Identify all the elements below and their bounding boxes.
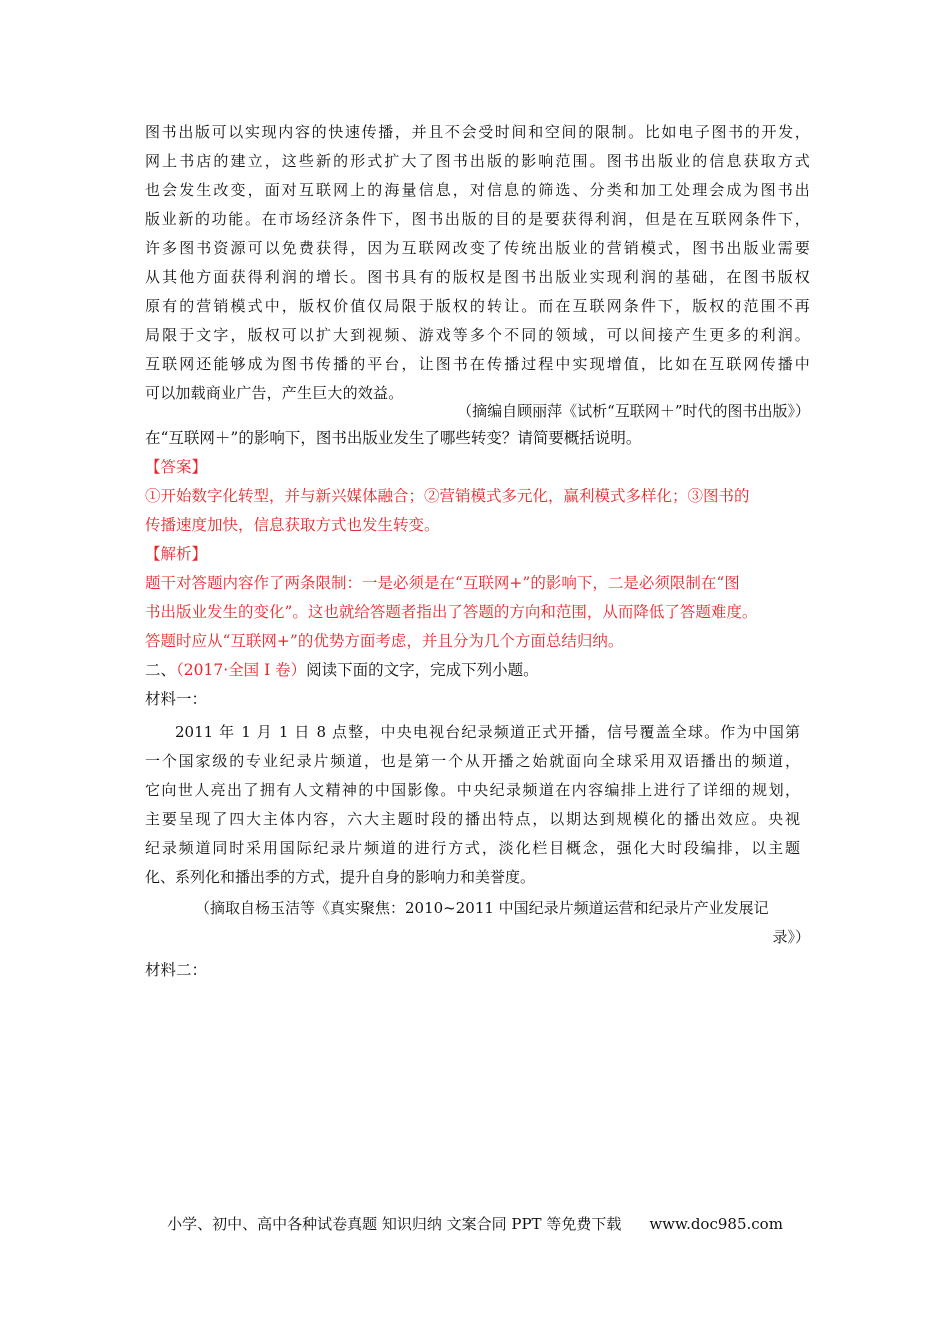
section-instruction: 阅读下面的文字，完成下列小题。	[306, 661, 539, 679]
material-1-line: 化、系列化和播出季的方式，提升自身的影响力和美誉度。	[145, 868, 536, 886]
analysis-heading: 【解析】	[145, 545, 208, 563]
footer-text: 小学、初中、高中各种试卷真题 知识归纳 文案合同 PPT 等免费下载	[167, 1215, 622, 1233]
material-1-label: 材料一：	[145, 690, 208, 708]
passage-line: 许多图书资源可以免费获得，因为互联网改变了传统出版业的营销模式，图书出版业需要	[145, 239, 810, 257]
section-source-tag: （2017·全国 I 卷）	[176, 661, 307, 679]
passage-line: 图书出版可以实现内容的快速传播，并且不会受时间和空间的限制。比如电子图书的开发，	[145, 123, 810, 141]
passage-line: 局限于文字，版权可以扩大到视频、游戏等多个不同的领域，可以间接产生更多的利润。	[145, 326, 810, 344]
section-number: 二、	[145, 661, 177, 679]
material-1-line: 主要呈现了四大主体内容，六大主题时段的播出特点，以期达到规模化的播出效应。央视	[145, 810, 800, 828]
passage-source-citation: （摘编自顾丽萍《试析“互联网＋”时代的图书出版》）	[457, 402, 810, 420]
answer-line: 传播速度加快，信息获取方式也发生转变。	[145, 516, 440, 534]
material-1-body	[145, 718, 825, 892]
passage-line: 也会发生改变，面对互联网上的海量信息，对信息的筛选、分类和加工处理会成为图书出	[145, 181, 810, 199]
question-answer-block	[145, 424, 825, 714]
passage-line: 从其他方面获得利润的增长。图书具有的版权是图书出版业实现利润的基础，在图书版权	[145, 268, 810, 286]
passage-line: 网上书店的建立，这些新的形式扩大了图书出版的影响范围。图书出版业的信息获取方式	[145, 152, 810, 170]
footer-url[interactable]: www.doc985.com	[649, 1215, 783, 1233]
answer-heading: 【答案】	[145, 458, 208, 476]
answer-line: ①开始数字化转型，并与新兴媒体融合；②营销模式多元化，赢利模式多样化；③图书的	[145, 487, 750, 505]
analysis-line: 书出版业发生的变化”。这也就给答题者指出了答题的方向和范围，从而降低了答题难度。	[145, 603, 758, 621]
material-2-label: 材料二：	[145, 961, 208, 979]
material-1-source-line-1: （摘取自杨玉洁等《真实聚焦：2010~2011 中国纪录片频道运营和纪录片产业发展记	[195, 899, 769, 917]
material-1-line: 它向世人亮出了拥有人文精神的中国影像。中央纪录频道在内容编排上进行了详细的规划，	[145, 781, 800, 799]
section-2-heading	[145, 656, 825, 685]
page-footer	[0, 1213, 950, 1235]
analysis-line: 题干对答题内容作了两条限制：一是必须是在“互联网+”的影响下，二是必须限制在“图	[145, 574, 740, 592]
passage-line: 原有的营销模式中，版权价值仅局限于版权的转让。而在互联网条件下，版权的范围不再	[145, 297, 810, 315]
material-2-section	[145, 956, 825, 985]
passage-line: 可以加载商业广告，产生巨大的效益。	[145, 384, 404, 402]
material-1-line: 2011 年 1 月 1 日 8 点整，中央电视台纪录频道正式开播，信号覆盖全球。作为中国第	[175, 723, 800, 741]
material-1-line: 纪录频道同时采用国际纪录片频道的进行方式，淡化栏目概念，强化大时段编排，以主题	[145, 839, 800, 857]
analysis-line: 答题时应从“互联网+”的优势方面考虑，并且分为几个方面总结归纳。	[145, 632, 624, 650]
reading-passage	[145, 118, 810, 408]
question-text: 在“互联网＋”的影响下，图书出版业发生了哪些转变？请简要概括说明。	[145, 429, 642, 447]
passage-line: 版业新的功能。在市场经济条件下，图书出版的目的是要获得利润，但是在互联网条件下，	[145, 210, 810, 228]
passage-line: 互联网还能够成为图书传播的平台，让图书在传播过程中实现增值，比如在互联网传播中	[145, 355, 810, 373]
material-1-source-line-2: 录》）	[772, 928, 810, 946]
material-1-line: 一个国家级的专业纪录片频道，也是第一个从开播之始就面向全球采用双语播出的频道，	[145, 752, 800, 770]
